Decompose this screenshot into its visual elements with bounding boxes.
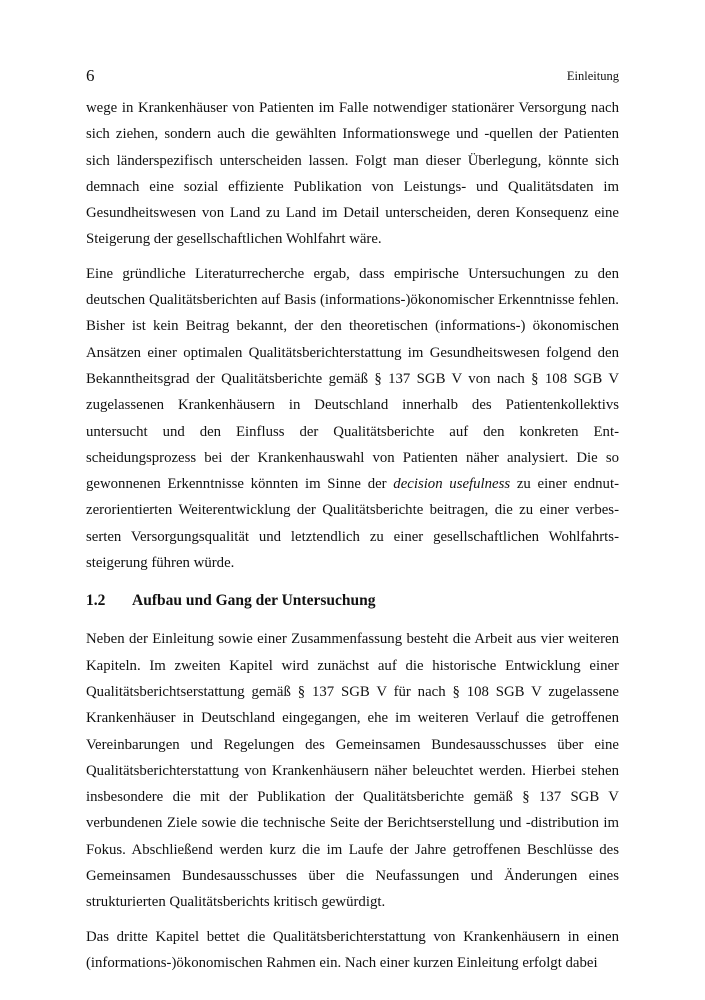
section-number: 1.2 <box>86 592 106 610</box>
page-header <box>86 66 619 90</box>
paragraph-2-before: Eine gründliche Literaturrecherche ergab, dass empirische Untersuchungen zu den deutschen Qualitätsberichten auf Basis (informations-)ökonomischer Erkenntnisse fehlen. Bisher ist kein Beitrag bekannt, der den theoretischen (informations-) ökonomischen Ansätzen einer optimalen Qualitätsberichterstattung im Gesundheitswesen folgend den Bekanntheitsgrad der Qualitätsberichte gemäß § 137 SGB V von nach § 108 SGB V zugelassenen Krankenhäusern in Deutschland innerhalb des Patientenkollektivs untersucht und den Einfluss der Qualitätsberichte auf den konkreten Entscheidungsprozess bei der Krankenhauswahl von Patienten näher analysiert. Die so gewonnenen Erkenntnisse könnten im Sinne der <box>86 265 619 493</box>
paragraph-2 <box>86 261 619 577</box>
paragraph-1: wege in Krankenhäuser von Patienten im Falle notwendiger stationärer Versorgung nach sich ziehen, sondern auch die gewählten Informationswege und -quellen der Patienten sich länderspezifisch unterscheiden lassen. Folgt man dieser Überlegung, könnte sich demnach eine sozial effiziente Publikation von Leistungs- und Qualitätsdaten im Gesundheitswesen von Land zu Land im Detail unterscheiden, deren Konsequenz eine Steigerung der gesellschaftlichen Wohlfahrt wäre. <box>86 100 619 248</box>
paragraph-3: Neben der Einleitung sowie einer Zusammenfassung besteht die Arbeit aus vier weiteren Kapiteln. Im zweiten Kapitel wird zunächst auf die historische Entwicklung einer Qualitätsberichtserstattung gemäß § 137 SGB V für nach § 108 SGB V zugelassene Krankenhäuser in Deutschland eingegangen, ehe im weiteren Verlauf die getroffenen Vereinbarungen und Regelungen des Gemeinsamen Bundesausschusses über eine Qualitätsberichterstattung von Krankenhäusern näher beleuchtet werden. Hierbei stehen insbesondere die mit der Publikation der Qualitätsberichte gemäß § 137 SGB V verbundenen Ziele sowie die technische Seite der Berichtserstellung und -distribution im Fokus. Abschließend werden kurz die im Laufe der Jahre getroffenen Beschlüsse des Gemeinsamen Bundesausschusses über die Neufassungen und Änderungen eines strukturierten Qualitätsberichts kritisch gewürdigt. <box>86 631 619 911</box>
body-text <box>86 95 619 984</box>
paragraph-2-after: zu einer endnutzerorientierten Weiterentwicklung der Qualitätsberichte beitragen, die zu einer verbesserten Versorgungsqualität und letztendlich zu einer gesellschaftlichen Wohlfahrtssteigerung führen würde. <box>86 476 619 572</box>
page-number: 6 <box>86 66 95 85</box>
paragraph-4: Das dritte Kapitel bettet die Qualitätsberichterstattung von Krankenhäusern in einen (informations-)ökonomischen Rahmen ein. Nach einer kurzen Einleitung erfolgt dabei <box>86 928 619 971</box>
paragraph-2-emphasis: decision usefulness <box>393 476 511 493</box>
section-title: Aufbau und Gang der Untersuchung <box>132 592 376 610</box>
section-heading <box>86 590 619 612</box>
running-head: Einleitung <box>566 69 619 83</box>
